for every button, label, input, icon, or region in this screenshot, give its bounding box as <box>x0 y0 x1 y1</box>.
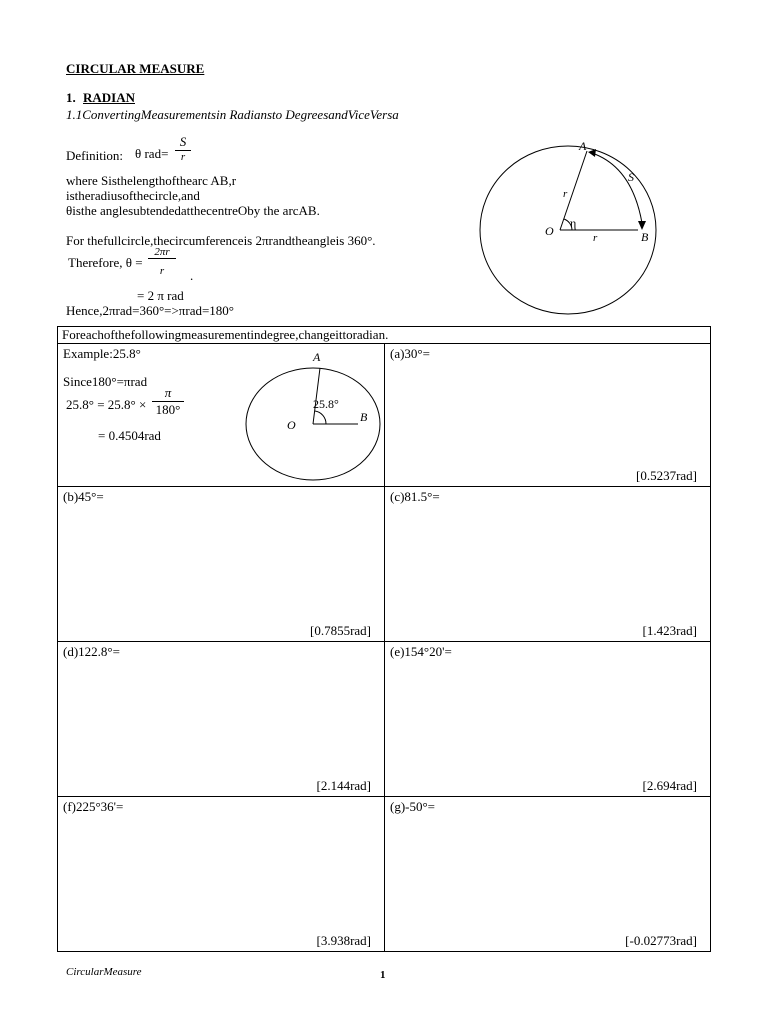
example-radius-oa <box>313 368 320 424</box>
definition-lhs: θ rad= <box>135 146 169 161</box>
example-line-2: 25.8° = 25.8° × <box>66 397 147 412</box>
example-label-b: B <box>360 410 368 424</box>
example-angle-arc <box>315 411 326 424</box>
question-e-answer: [2.694rad] <box>642 778 697 793</box>
page-title: CIRCULAR MEASURE <box>66 61 205 76</box>
instruction-row <box>58 327 711 344</box>
label-s: S <box>628 170 634 184</box>
therefore-numerator: 2πr <box>148 246 176 259</box>
example-line-1: Since180°=πrad <box>63 374 148 389</box>
definition-line-1: where Sisthelengthofthearc AB,r <box>66 173 237 188</box>
therefore-fraction <box>148 246 176 277</box>
exercise-table <box>57 326 711 952</box>
example-circle-diagram <box>243 347 383 485</box>
question-e-label: (e)154°20'= <box>390 644 452 659</box>
question-f-label: (f)225°36'= <box>63 799 124 814</box>
question-d-cell[interactable] <box>58 642 385 797</box>
label-r-1: r <box>563 188 568 200</box>
arc-s-arrow <box>592 153 642 223</box>
instruction-text: Foreachofthefollowingmeasurementindegree,changeittoradian. <box>62 327 389 342</box>
question-a-cell[interactable] <box>385 344 711 487</box>
subsection-title: 1.1ConvertingMeasurementsin Radiansto DegreesandViceVersa <box>66 107 399 122</box>
question-b-answer: [0.7855rad] <box>309 623 371 638</box>
question-a-answer: [0.5237rad] <box>635 468 697 483</box>
example-label-o: O <box>287 418 296 432</box>
arrowhead-a <box>588 149 596 157</box>
section-title: RADIAN <box>83 90 135 105</box>
circle-diagram <box>470 135 670 315</box>
definition-line-2: istheradiusofthecircle,and <box>66 188 200 203</box>
example-cell <box>58 344 385 487</box>
question-e-cell[interactable] <box>385 642 711 797</box>
therefore-dot: . <box>190 268 194 283</box>
question-f-answer: [3.938rad] <box>316 933 371 948</box>
therefore-text: Therefore, θ = <box>68 255 143 270</box>
label-r-2: r <box>593 232 598 244</box>
label-b: B <box>641 230 649 244</box>
question-d-answer: [2.144rad] <box>316 778 371 793</box>
question-f-cell[interactable] <box>58 797 385 952</box>
example-label-angle: 25.8° <box>313 397 339 411</box>
label-o: O <box>545 224 554 238</box>
fraction-numerator: S <box>175 134 191 151</box>
example-label-a: A <box>313 350 321 364</box>
therefore-denominator: r <box>159 265 165 277</box>
example-label: Example:25.8° <box>63 346 141 361</box>
hence-text: Hence,2πrad=360°=>πrad=180° <box>66 303 234 318</box>
question-g-answer: [-0.02773rad] <box>625 933 697 948</box>
question-b-cell[interactable] <box>58 487 385 642</box>
footer-title: CircularMeasure <box>66 966 142 978</box>
question-g-cell[interactable] <box>385 797 711 952</box>
question-g-label: (g)-50°= <box>390 799 436 814</box>
question-d-label: (d)122.8°= <box>63 644 120 659</box>
example-line-3: = 0.4504rad <box>98 428 161 443</box>
label-angle: η <box>570 216 577 230</box>
result-text: = 2 π rad <box>137 288 184 303</box>
fraction-denominator: r <box>180 151 186 163</box>
example-numerator: π <box>152 385 184 402</box>
section-number: 1. <box>66 90 76 105</box>
definition-line-3: θisthe anglesubtendedatthecentreOby the arcAB. <box>66 203 320 218</box>
arrowhead-b <box>638 221 646 230</box>
question-c-cell[interactable] <box>385 487 711 642</box>
question-c-answer: [1.423rad] <box>642 623 697 638</box>
label-a: A <box>579 139 587 153</box>
question-a-label: (a)30°= <box>390 346 430 361</box>
definition-label: Definition: <box>66 148 124 163</box>
question-b-label: (b)45°= <box>63 489 104 504</box>
example-fraction <box>152 385 184 418</box>
page-number: 1 <box>380 969 386 981</box>
full-circle-line: For thefullcircle,thecircumferenceis 2πrandtheangleis 360°. <box>66 233 376 248</box>
question-c-label: (c)81.5°= <box>390 489 440 504</box>
definition-fraction <box>175 134 191 163</box>
example-denominator: 180° <box>155 402 181 417</box>
